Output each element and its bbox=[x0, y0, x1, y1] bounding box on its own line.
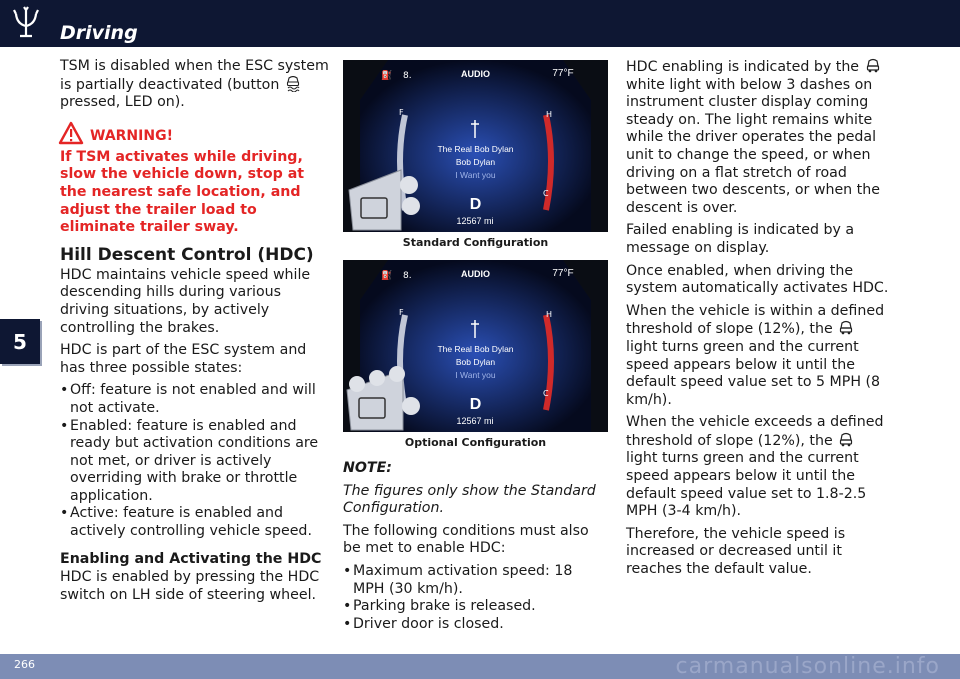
conditions-intro: The following conditions must also be met to enable HDC: bbox=[343, 522, 589, 557]
list-item: • Enabled: feature is enabled and ready but activation conditions are not met, or driver is actively overriding with brake or throttle application. bbox=[60, 418, 330, 506]
hdc-states-intro: HDC is part of the ESC system and has three possible states: bbox=[60, 342, 307, 376]
figure-caption: Standard Configuration bbox=[402, 236, 549, 249]
svg-text:H: H bbox=[546, 110, 553, 119]
svg-text:F: F bbox=[399, 308, 404, 317]
cluster-track-info: The Real Bob Dylan Bob Dylan I Want you bbox=[437, 344, 514, 380]
warning-heading: WARNING! bbox=[90, 125, 330, 147]
cluster-gear: D bbox=[469, 196, 482, 213]
list-item: • Parking brake is released. bbox=[343, 598, 608, 616]
cluster-temperature: 77°F bbox=[552, 268, 574, 279]
cluster-temperature: 77°F bbox=[552, 68, 574, 79]
svg-text:H: H bbox=[546, 310, 553, 319]
tsm-paragraph: TSM is disabled when the ESC system is partially deactivated (button pressed, LED on). bbox=[60, 58, 329, 111]
enabling-subheading: Enabling and Activating the HDC bbox=[60, 550, 322, 567]
page-number: 266 bbox=[14, 658, 35, 671]
column-right bbox=[626, 58, 891, 584]
cluster-odometer: 12567 mi bbox=[456, 416, 494, 426]
watermark: carmanualsonline.info bbox=[675, 654, 940, 679]
cluster-audio-label: AUDIO bbox=[461, 269, 490, 279]
svg-text:8.: 8. bbox=[403, 271, 412, 281]
svg-text:8.: 8. bbox=[403, 71, 412, 81]
note-text: The figures only show the Standard Configuration. bbox=[343, 482, 596, 517]
page-header bbox=[0, 0, 960, 47]
svg-text:C: C bbox=[543, 389, 549, 398]
figure-caption: Optional Configuration bbox=[404, 436, 547, 449]
list-item: • Driver door is closed. bbox=[343, 616, 608, 634]
cluster-figure-optional bbox=[343, 260, 608, 432]
hdc-icon bbox=[839, 432, 853, 448]
svg-text:⛽: ⛽ bbox=[381, 71, 393, 81]
conditions-list bbox=[343, 563, 608, 633]
cluster-odometer: 12567 mi bbox=[456, 216, 494, 226]
failed-enabling-paragraph: Failed enabling is indicated by a message on display. bbox=[626, 222, 855, 256]
page-title: Driving bbox=[60, 22, 138, 44]
column-middle bbox=[343, 460, 608, 639]
hdc-icon bbox=[866, 58, 880, 74]
trident-logo-icon bbox=[8, 6, 44, 40]
list-item: • Active: feature is enabled and actively controlling vehicle speed. bbox=[60, 505, 330, 540]
cluster-gear: D bbox=[469, 396, 482, 413]
cluster-audio-label: AUDIO bbox=[461, 69, 490, 79]
enabling-paragraph: HDC is enabled by pressing the HDC switch on LH side of steering wheel. bbox=[60, 569, 320, 603]
auto-activation-paragraph: Once enabled, when driving the system automatically activates HDC. bbox=[626, 262, 889, 297]
note-label: NOTE: bbox=[343, 460, 392, 476]
cluster-figure-standard bbox=[343, 60, 608, 232]
column-left bbox=[60, 58, 330, 609]
hdc-icon bbox=[839, 320, 853, 336]
warning-text: If TSM activates while driving, slow the vehicle down, stop at the nearest safe location, and adjust the trailer load to eliminate trailer sway. bbox=[60, 148, 305, 236]
slope-within-paragraph: When the vehicle is within a defined threshold of slope (12%), the light turns green and the current speed appears below it until the default speed value set to 5 MPH (8 km/h). bbox=[626, 302, 885, 408]
warning-triangle-icon bbox=[58, 121, 84, 145]
hdc-enabling-paragraph: HDC enabling is indicated by the white light with below 3 dashes on instrument cluster display coming steady on. The light remains white while the driver operates the pedal unit to change the speed, or when driving on a flat stretch of road between two descents, or when the descent is over. bbox=[626, 59, 880, 216]
page-footer bbox=[0, 654, 960, 679]
chapter-tab: 5 bbox=[0, 319, 40, 364]
svg-text:C: C bbox=[543, 189, 549, 198]
speed-adjust-paragraph: Therefore, the vehicle speed is increased or decreased until it reaches the default value. bbox=[626, 525, 846, 578]
svg-text:F: F bbox=[399, 108, 404, 117]
hdc-states-list bbox=[60, 382, 330, 540]
list-item: • Off: feature is not enabled and will not activate. bbox=[60, 382, 330, 417]
hdc-paragraph: HDC maintains vehicle speed while descending hills during various driving situations, by actively controlling the brakes. bbox=[60, 266, 311, 336]
slope-exceeds-paragraph: When the vehicle exceeds a defined threshold of slope (12%), the light turns green and the current speed appears below it until the default speed value set to 1.8-2.5 MPH (3-4 km/h). bbox=[626, 414, 884, 520]
esc-off-icon bbox=[286, 76, 300, 92]
cluster-track-info: The Real Bob Dylan Bob Dylan I Want you bbox=[437, 144, 514, 180]
hdc-heading: Hill Descent Control (HDC) bbox=[60, 244, 314, 265]
list-item: • Maximum activation speed: 18 MPH (30 km/h). bbox=[343, 563, 608, 598]
svg-text:⛽: ⛽ bbox=[381, 271, 393, 281]
